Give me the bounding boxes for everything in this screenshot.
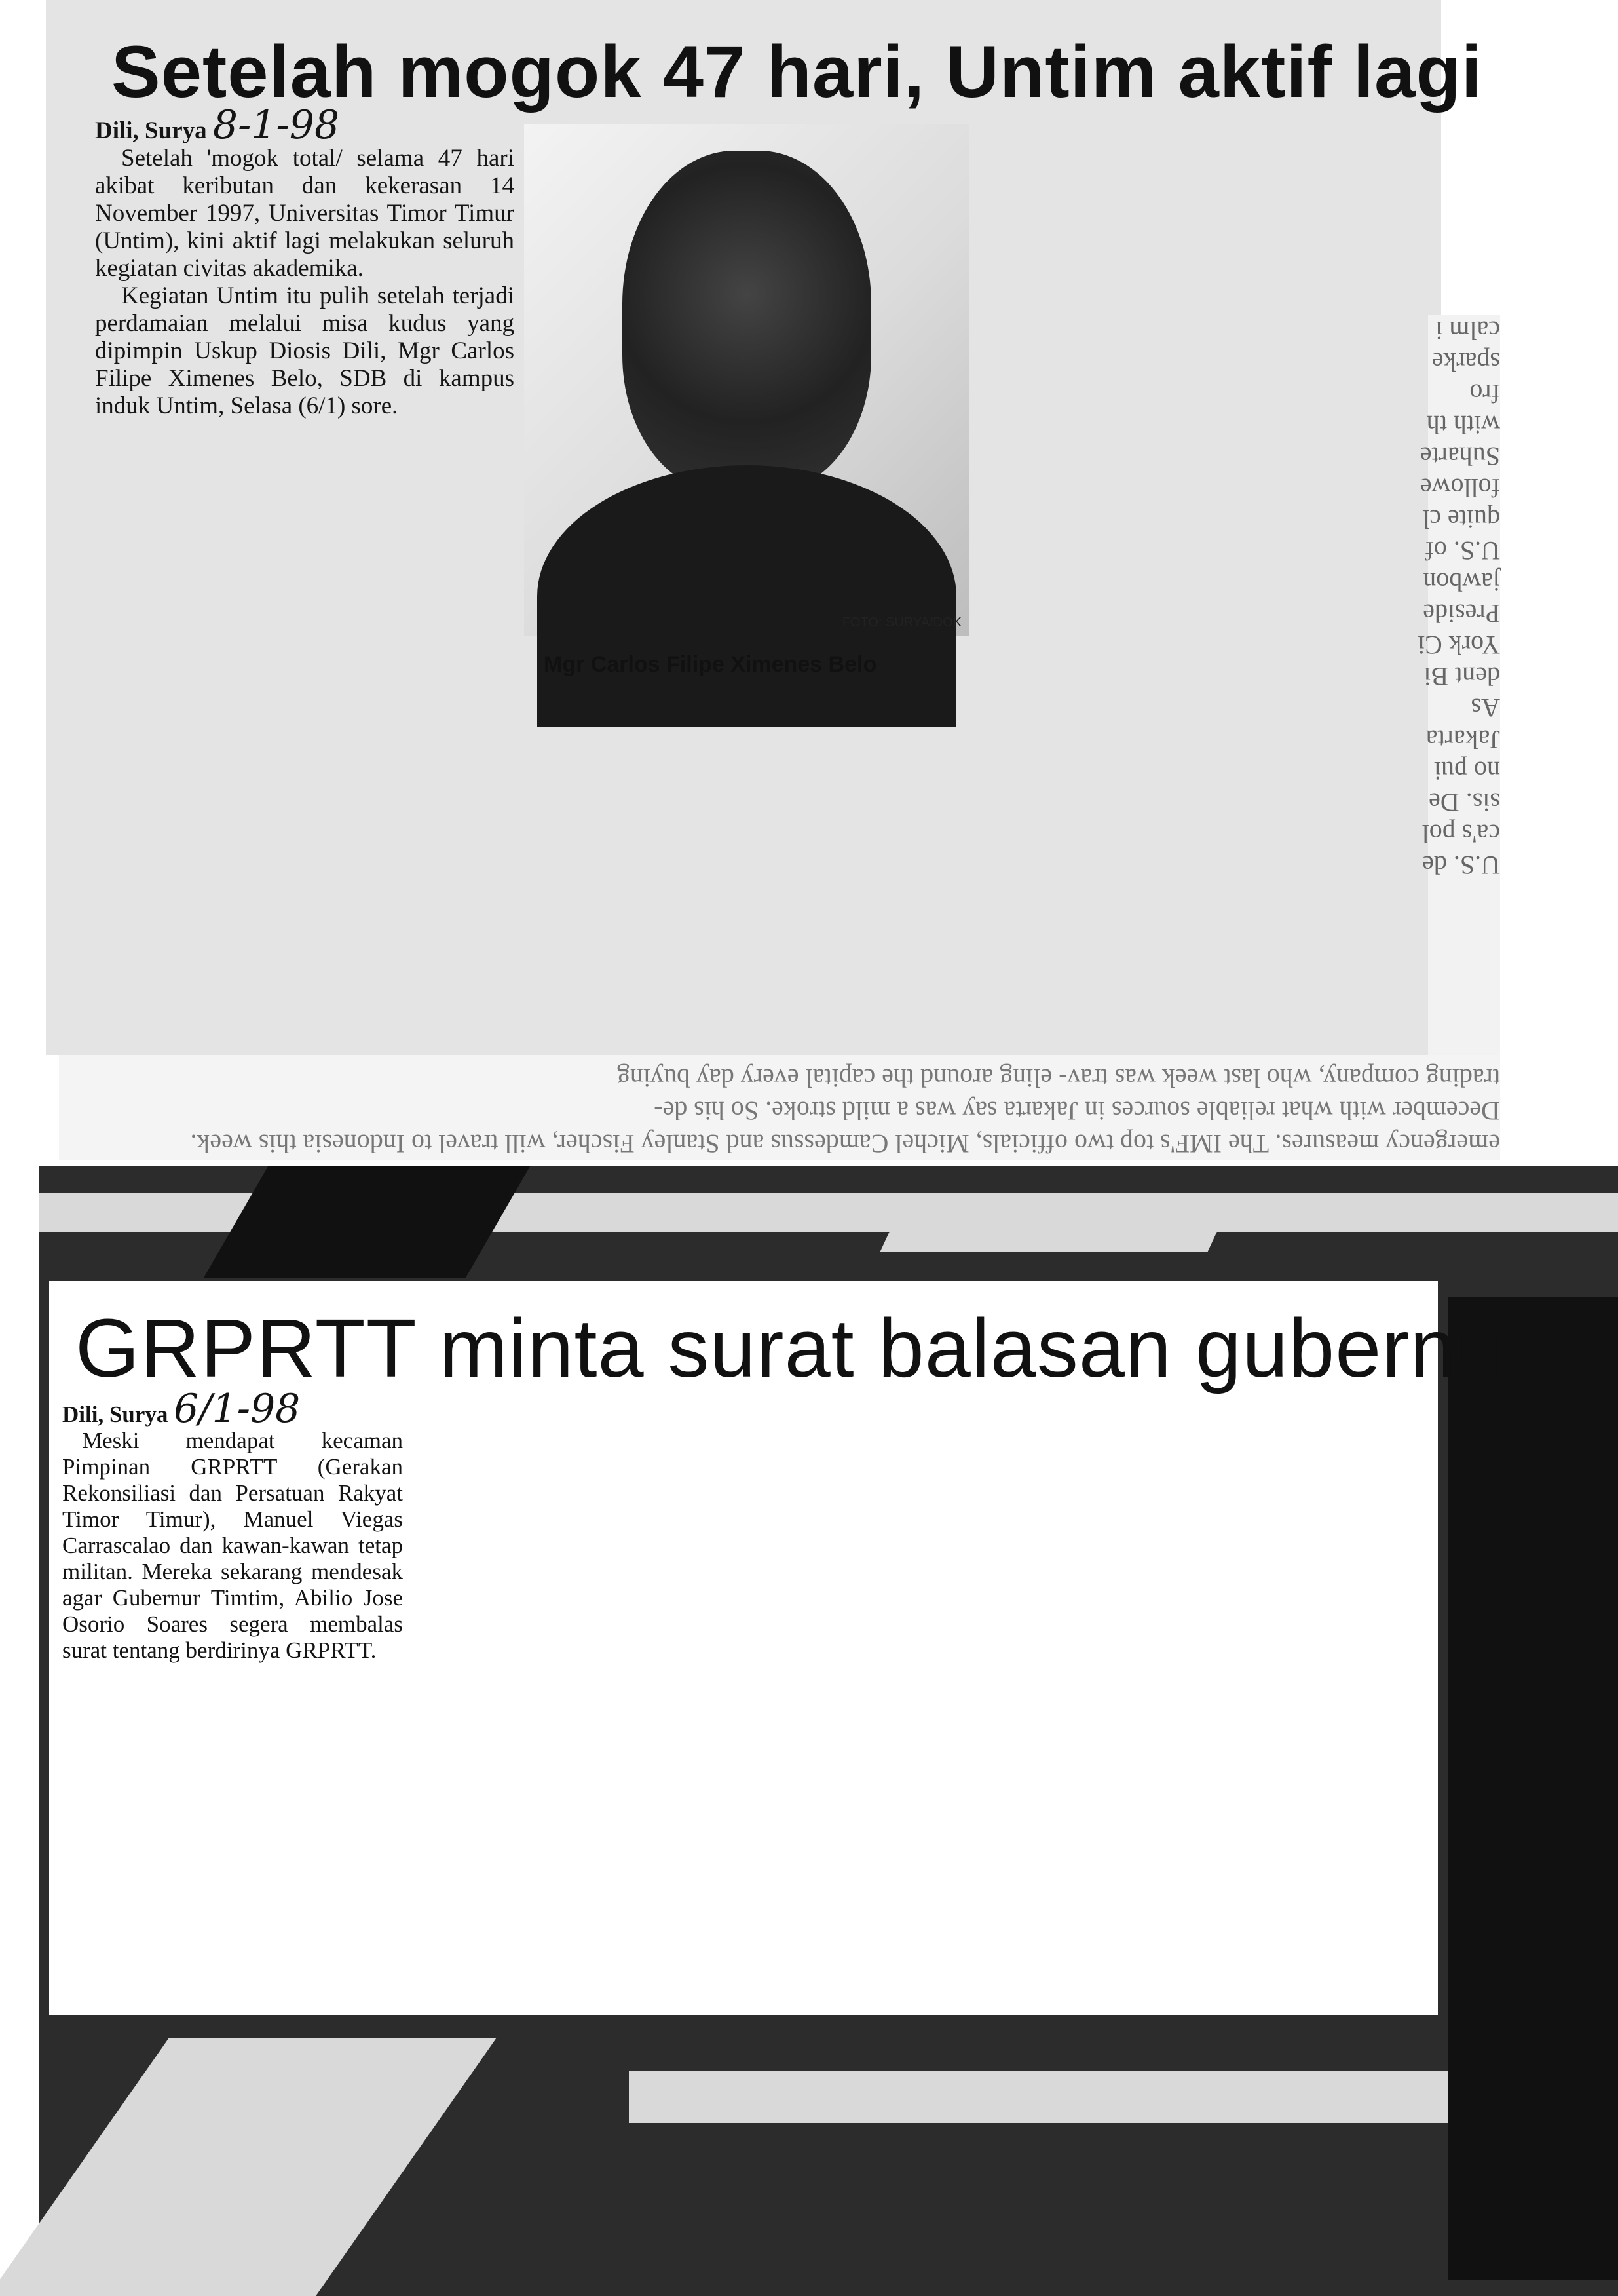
photo-portrait-robe — [537, 465, 956, 727]
photo-portrait-head — [622, 151, 871, 491]
article1-headline: Setelah mogok 47 hari, Untim aktif lagi — [111, 31, 1482, 113]
article2-handwritten-date: 6/1-98 — [174, 1386, 301, 1432]
article1-dateline: Dili, Surya — [95, 117, 207, 144]
photo-caption: Mgr Carlos Filipe Ximenes Belo — [544, 652, 877, 677]
article2-headline: GRPRTT minta surat balasan gubernur — [75, 1302, 1532, 1394]
article1-column-1 — [95, 102, 514, 420]
article2-dateline: Dili, Surya — [62, 1402, 168, 1427]
photo-credit: FOTO: SURYA/DOK — [842, 615, 962, 630]
reverse-side-bleedthrough-right: calm i sparke fro with th Suharte followe quite cl U.S. of jawbon Preside York Ci dent Bi As Jakarta no pui sis. De ca's pol U.S. de — [1428, 315, 1500, 1081]
reverse-side-bleedthrough-bottom: emergency measures. The IMF's top two officials, Michel Camdessus and Stanley Fischer, will travel to Indonesia this week. December with what reliable sources in Jakarta say was a mild stroke. So his de- trading company, who last week was trav- eling around the capital every day buying — [59, 1055, 1500, 1160]
article1-paragraph: Kegiatan Untim itu pulih setelah terjadi perdamaian melalui misa kudus yang dipimpin Uskup Diosis Dili, Mgr Carlos Filipe Ximenes Belo, SDB di kampus induk Untim, Selasa (6/1) sore. — [95, 282, 514, 419]
article1-handwritten-date: 8-1-98 — [212, 102, 340, 148]
article2-paragraph: Meski mendapat kecaman Pimpinan GRPRTT (Gerakan Rekonsiliasi dan Persatuan Rakyat Timor Timur), Manuel Viegas Carrascalao dan kawan-kawan tetap militan. Mereka sekarang mendesak agar Gubernur Timtim, Abilio Jose Osorio Soares segera membalas surat tentang berdirinya GRPRTT. — [62, 1428, 403, 1663]
belo-photo — [524, 124, 969, 636]
article1-paragraph: Setelah 'mogok total/ selama 47 hari akibat keributan dan kekerasan 14 November 1997, Universitas Timor Timur (Untim), kini aktif lagi melakukan seluruh kegiatan civitas akademika. — [95, 145, 514, 282]
article2-column-1 — [62, 1386, 403, 1664]
